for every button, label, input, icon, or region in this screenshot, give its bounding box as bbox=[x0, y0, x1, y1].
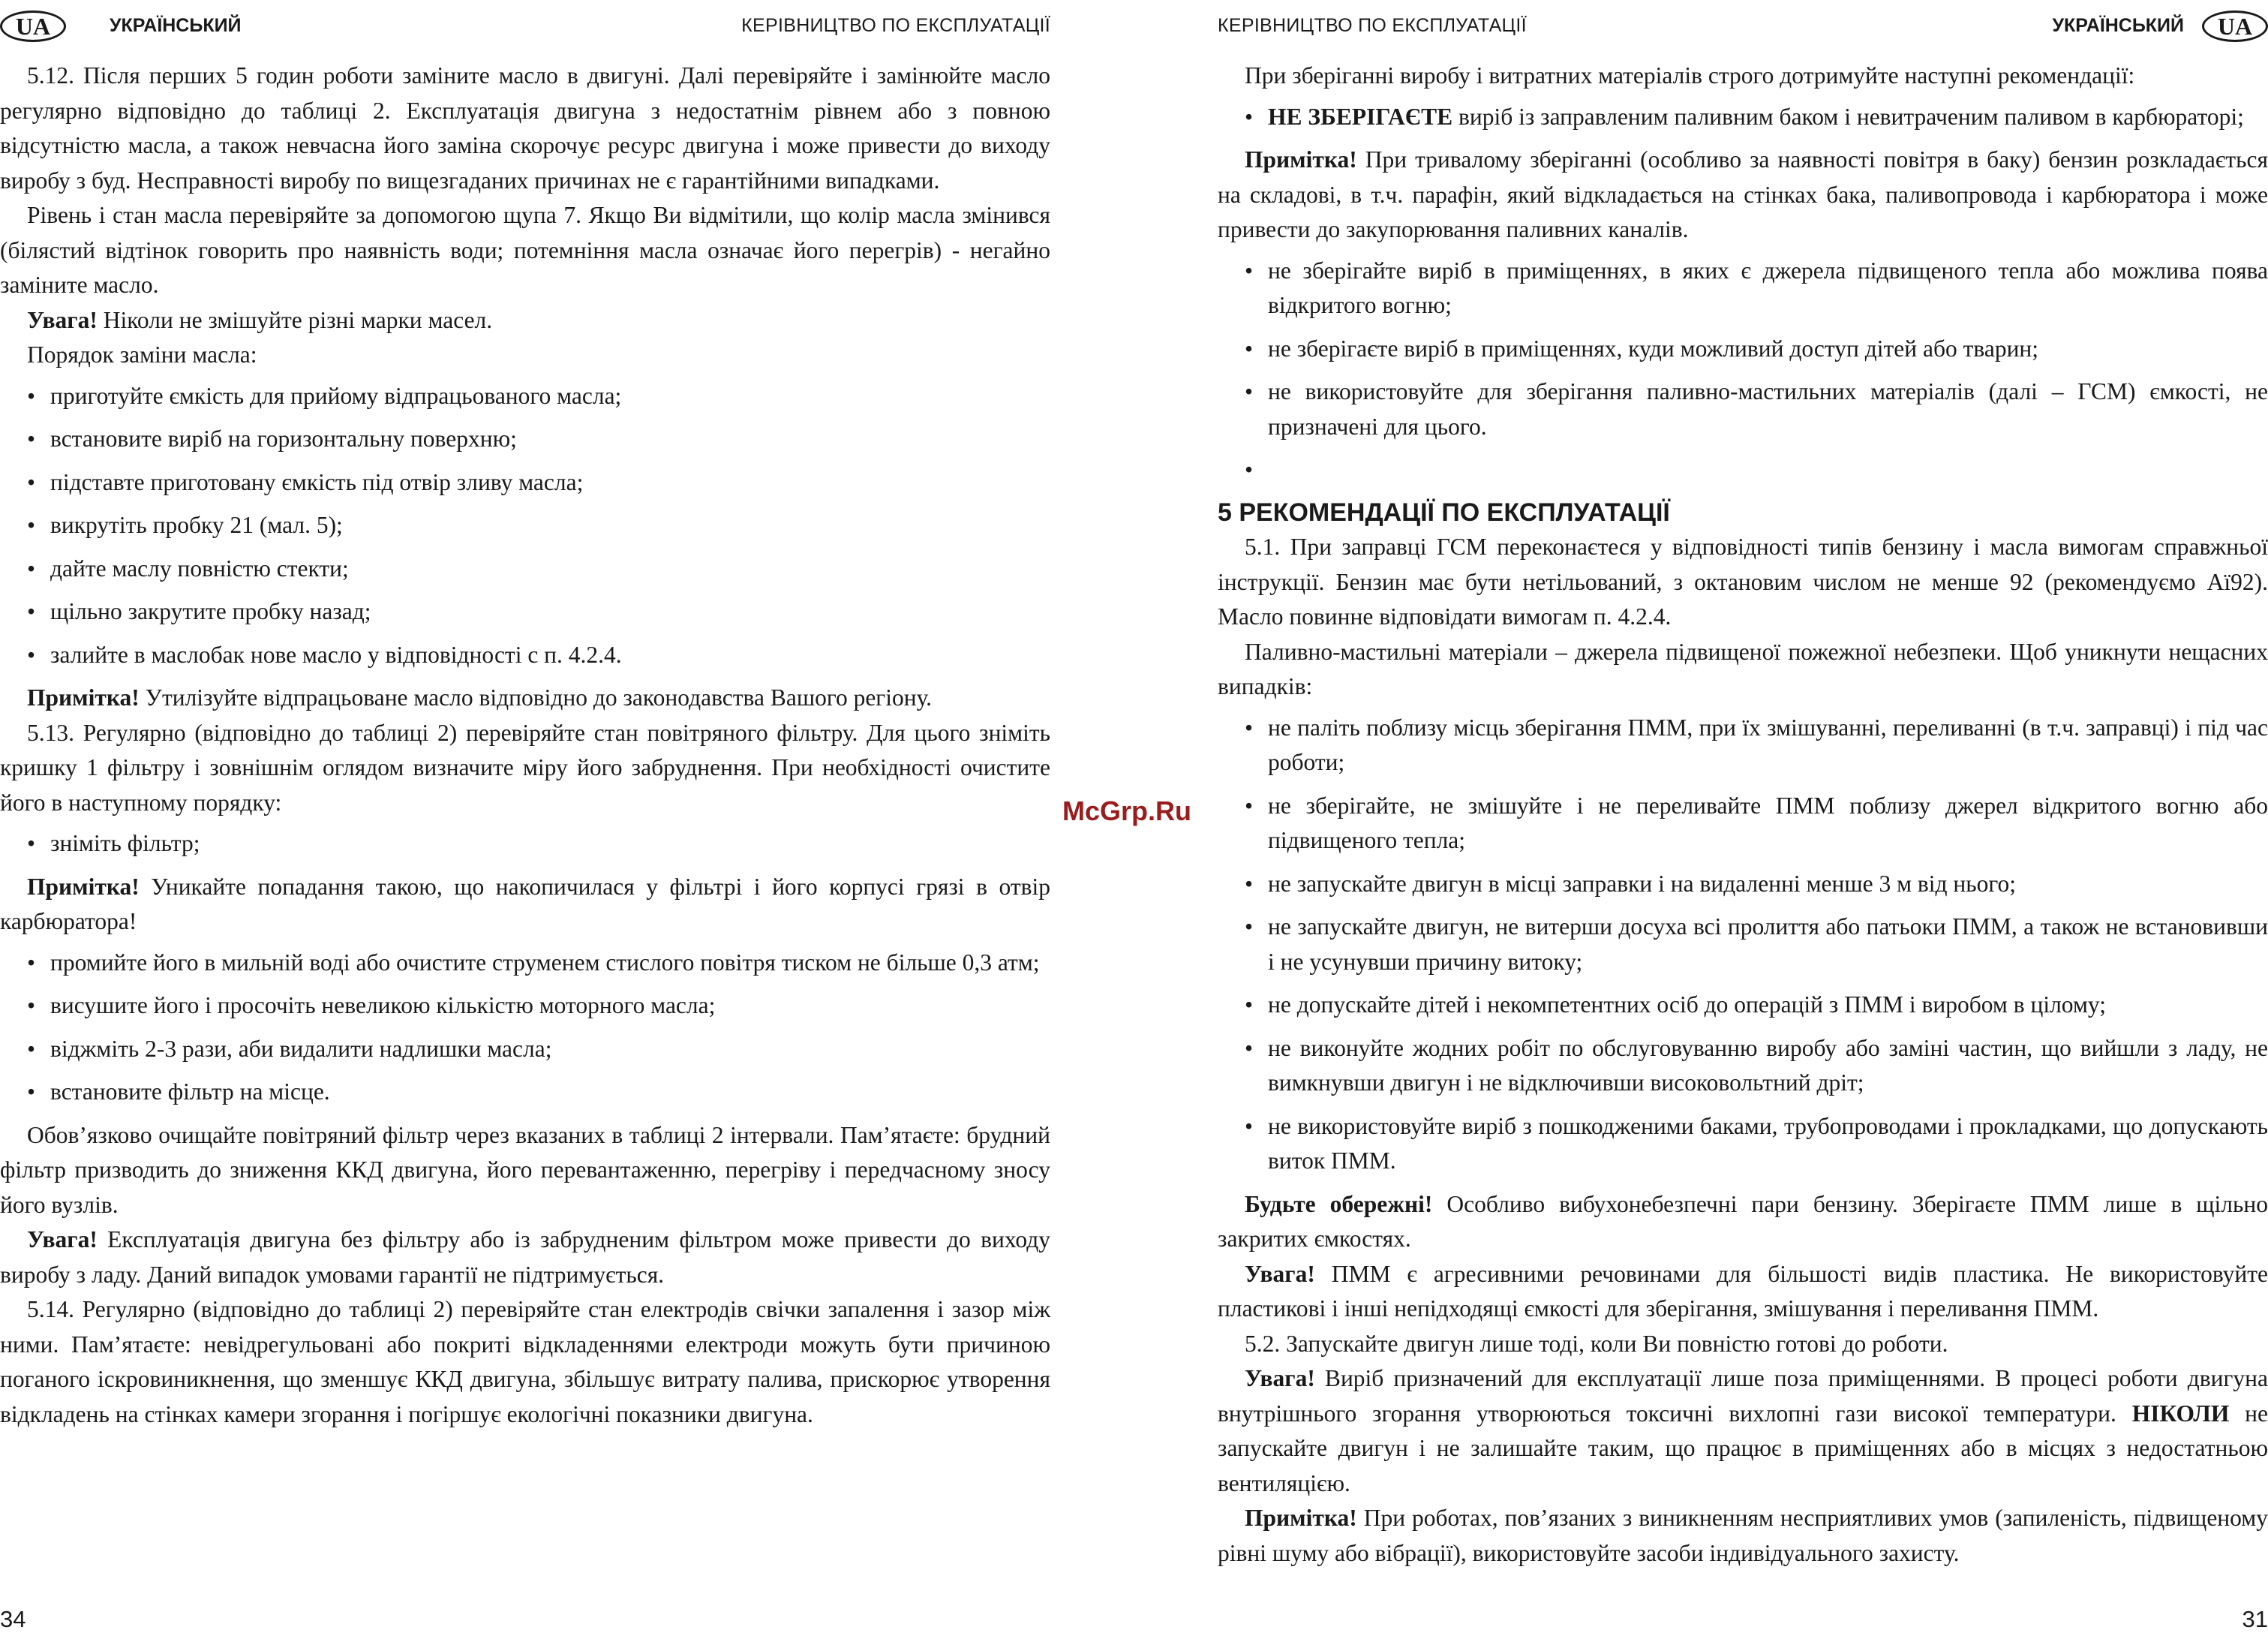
paragraph: Порядок заміни масла: bbox=[27, 341, 257, 368]
left-body bbox=[0, 59, 1050, 1432]
list-item: • не виконуйте жодних робіт по обслуговуванню виробу або заміні частин, що вийшли з ладу, не вимкнувши двигун і не відключивши високовольтний дріт; bbox=[1218, 1031, 2268, 1101]
bullet-list bbox=[0, 379, 1050, 673]
bullet-list bbox=[1218, 100, 2268, 135]
left-page bbox=[0, 0, 1050, 1645]
right-page bbox=[1218, 0, 2268, 1645]
manual-title: КЕРІВНИЦТВО ПО ЕКСПЛУАТАЦІЇ bbox=[1218, 15, 1527, 36]
paragraph: Увага! Виріб призначений для експлуатації лише поза приміщеннями. В процесі роботи двигуна внутрішнього згорання утворюються токсичні вихлопні гази високої температури. НІКОЛИ не запускайте двигун і не залишайте таким, що працює в приміщеннях або в місцях з недостатньою вентиляцією. bbox=[1218, 1365, 2268, 1496]
list-item: • залийте в маслобак нове масло у відповідності с п. 4.2.4. bbox=[0, 638, 1050, 673]
list-item: • не допускайте дітей і некомпетентних осіб до операцій з ПММ і виробом в цілому; bbox=[1218, 988, 2268, 1023]
list-item: • щільно закрутите пробку назад; bbox=[0, 594, 1050, 630]
list-item: • не зберігайте виріб в приміщеннях, в яких є джерела підвищеного тепла або можлива поява відкритого вогню; bbox=[1218, 254, 2268, 323]
bold-lead: Примітка! bbox=[27, 873, 140, 900]
ua-badge: UA bbox=[2202, 11, 2268, 42]
bold-lead: Примітка! bbox=[1245, 1505, 1357, 1531]
list-item: • промийте його в мильній воді або очистите струменем стислого повітря тиском не більше 0,3 атм; bbox=[0, 946, 1050, 981]
paragraph: Обов’язково очищайте повітряний фільтр через вказаних в таблиці 2 інтервали. Пам’ятаєте: брудний фільтр призводить до зниження ККД двигуна, його перевантаженню, перегріву і передчасному зносу його вузлів. bbox=[0, 1121, 1050, 1218]
right-body bbox=[1218, 59, 2268, 1571]
list-item: • встановите виріб на горизонтальну поверхню; bbox=[0, 422, 1050, 457]
bold-lead: Будьте обережні! bbox=[1245, 1190, 1433, 1217]
list-item: • НЕ ЗБЕРІГАЄТЕ виріб із заправленим паливним баком і невитраченим паливом в карбюраторі; bbox=[1218, 100, 2268, 135]
watermark: McGrp.Ru bbox=[1062, 795, 1192, 826]
page-number: 31 bbox=[2242, 1606, 2268, 1632]
list-item: • приготуйте ємкість для прийому відпрацьованого масла; bbox=[0, 379, 1050, 414]
list-item: • встановите фільтр на місце. bbox=[0, 1075, 1050, 1110]
list-item: • висушите його і просочіть невеликою кількістю моторного масла; bbox=[0, 988, 1050, 1024]
section-title: 5 РЕКОМЕНДАЦІЇ ПО ЕКСПЛУАТАЦІЇ bbox=[1218, 498, 1670, 527]
paragraph: 5.14. Регулярно (відповідно до таблиці 2) перевіряйте стан електродів свічки запалення і зазор між ними. Пам’ятаєте: невідрегульовані або покриті відкладеннями електроди можуть бути причиною поганого іскровиникнення, що зменшує ККД двигуна, збільшує витрату палива, прискорює утворення відкладень на стінках камери згорання і погіршує екологічні показники двигуна. bbox=[0, 1296, 1050, 1427]
bold-word: НІКОЛИ bbox=[2131, 1400, 2230, 1427]
list-item: • не зберігаєте виріб в приміщеннях, куди можливий доступ дітей або тварин; bbox=[1218, 332, 2268, 367]
bold-lead: Примітка! bbox=[27, 684, 140, 711]
page-header bbox=[0, 11, 1050, 44]
list-item: • підставте приготовану ємкість під отвір зливу масла; bbox=[0, 465, 1050, 501]
list-item: • не зберігайте, не змішуйте і не переливайте ПММ поблизу джерел відкритого вогню або підвищеного тепла; bbox=[1218, 789, 2268, 859]
paragraph: Увага! Експлуатація двигуна без фільтру або із забрудненим фільтром може привести до виходу виробу з ладу. Даний випадок умовами гарантії не підтримується. bbox=[0, 1226, 1050, 1288]
bold-lead: Увага! bbox=[1245, 1260, 1315, 1287]
paragraph: 5.12. Після перших 5 годин роботи заміните масло в двигуні. Далі перевіряйте і замінюйте масло регулярно відповідно до таблиці 2. Експлуатація двигуна з недостатнім рівнем або з повною відсутністю масла, а також невчасна його заміна скорочує ресурс двигуна і може привести до виходу виробу з буд. Несправності виробу по вищезгаданих причинах не є гарантійними випадками. bbox=[0, 62, 1050, 194]
list-item: • не використовуйте виріб з пошкодженими баками, трубопроводами і прокладками, що допускають виток ПММ. bbox=[1218, 1109, 2268, 1179]
paragraph: Примітка! При роботах, пов’язаних з виникненням несприятливих умов (запиленість, підвищеному рівні шуму або вібрації), використовуйте засоби індивідуального захисту. bbox=[1218, 1505, 2268, 1566]
list-item bbox=[1218, 453, 2268, 487]
paragraph: При зберіганні виробу і витратних матеріалів строго дотримуйте наступні рекомендації: bbox=[1245, 62, 2135, 89]
page-header bbox=[1218, 11, 2268, 44]
paragraph: Примітка! При тривалому зберіганні (особливо за наявності повітря в баку) бензин розкладається на складові, в т.ч. парафін, який відкладається на стінках бака, паливопровода і карбюратора і може привести до закупорювання паливних каналів. bbox=[1218, 146, 2268, 242]
bold-lead: НЕ ЗБЕРІГАЄТЕ bbox=[1268, 103, 1453, 130]
list-item: • не паліть поблизу місць зберігання ПММ, при їх змішуванні, переливанні (в т.ч. заправці) і під час роботи; bbox=[1218, 711, 2268, 780]
paragraph: 5.2. Запускайте двигун лише тоді, коли Ви повністю готові до роботи. bbox=[1245, 1330, 1948, 1357]
list-item: • не запускайте двигун, не витерши досуха всі пролиття або патьоки ПММ, а також не встановивши і не усунувши причину витоку; bbox=[1218, 910, 2268, 979]
bold-lead: Увага! bbox=[27, 306, 98, 333]
bullet-list bbox=[0, 946, 1050, 1110]
list-item: • викрутіть пробку 21 (мал. 5); bbox=[0, 508, 1050, 543]
manual-title: КЕРІВНИЦТВО ПО ЕКСПЛУАТАЦІЇ bbox=[741, 15, 1050, 36]
bold-lead: Примітка! bbox=[1245, 146, 1357, 173]
paragraph: Будьте обережні! Особливо вибухонебезпечні пари бензину. Зберігаєте ПММ лише в щільно закритих ємкостях. bbox=[1218, 1190, 2268, 1252]
list-item: • не використовуйте для зберігання паливно-мастильних матеріалів (далі – ГСМ) ємкості, не призначені для цього. bbox=[1218, 374, 2268, 444]
paragraph: Рівень і стан масла перевіряйте за допомогою щупа 7. Якщо Ви відмітили, що колір масла змінився (білястий відтінок говорить про наявність води; потемніння масла означає його перегрів) - негайно заміните масло. bbox=[0, 202, 1050, 298]
bullet-list bbox=[1218, 254, 2268, 488]
language-label: УКРАЇНСЬКИЙ bbox=[2052, 15, 2184, 36]
list-item: • не запускайте двигун в місці заправки і на видаленні менше 3 м від нього; bbox=[1218, 867, 2268, 902]
bold-lead: Увага! bbox=[1245, 1365, 1315, 1391]
paragraph: Паливно-мастильні матеріали – джерела підвищеної пожежної небезпеки. Щоб уникнути нещасних випадків: bbox=[1218, 638, 2268, 699]
paragraph: Примітка! Утилізуйте відпрацьоване масло відповідно до законодавства Вашого регіону. bbox=[27, 684, 933, 711]
list-item: • зніміть фільтр; bbox=[0, 826, 1050, 862]
paragraph: Увага! ПММ є агресивними речовинами для більшості видів пластика. Не використовуйте пластикові і інші непідходящі ємкості для зберігання, змішування і переливання ПММ. bbox=[1218, 1260, 2268, 1322]
page-number: 34 bbox=[0, 1606, 26, 1632]
ua-badge: UA bbox=[0, 11, 66, 42]
bullet-list bbox=[0, 826, 1050, 862]
bullet-list bbox=[1218, 711, 2268, 1179]
paragraph: Примітка! Уникайте попадання такою, що накопичилася у фільтрі і його корпусі грязі в отвір карбюратора! bbox=[0, 873, 1050, 934]
paragraph: 5.1. При заправці ГСМ переконаєтеся у відповідності типів бензину і масла вимогам справжньої інструкції. Бензин має бути нетільований, з октановим числом не менше 92 (рекомендуємо Аї92). Масло повинне відповідати вимогам п. 4.2.4. bbox=[1218, 534, 2268, 630]
list-item: • дайте маслу повністю стекти; bbox=[0, 552, 1050, 587]
language-label: УКРАЇНСЬКИЙ bbox=[110, 15, 242, 36]
paragraph: Увага! Ніколи не змішуйте різні марки масел. bbox=[27, 306, 493, 333]
paragraph: 5.13. Регулярно (відповідно до таблиці 2) перевіряйте стан повітряного фільтру. Для цього зніміть кришку 1 фільтру і зовнішнім оглядом визначите міру його забруднення. При необхідності очистите його в наступному порядку: bbox=[0, 719, 1050, 816]
bold-lead: Увага! bbox=[27, 1226, 98, 1253]
list-item: • віджміть 2-3 рази, аби видалити надлишки масла; bbox=[0, 1032, 1050, 1067]
